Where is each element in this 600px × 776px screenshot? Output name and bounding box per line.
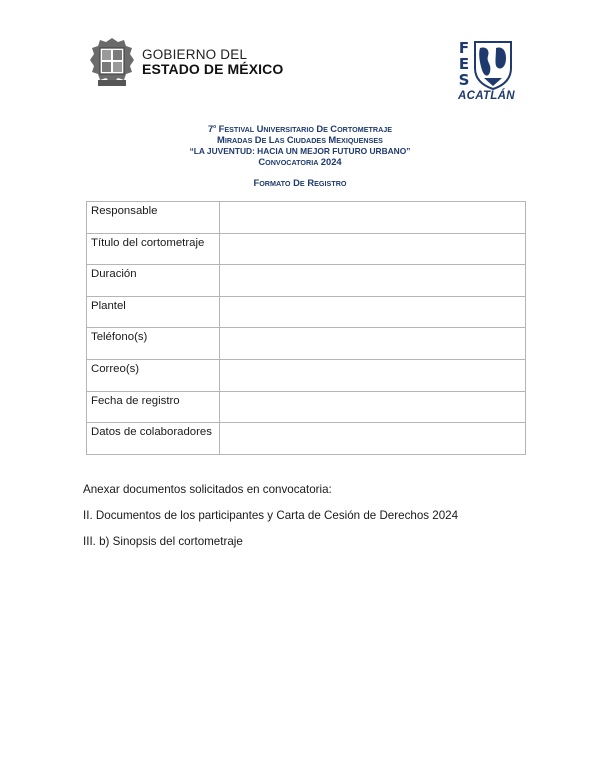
header-word: DE bbox=[316, 122, 328, 134]
gobierno-line1: GOBIERNO DEL bbox=[142, 46, 248, 62]
field-value-correo[interactable] bbox=[220, 359, 526, 391]
header-word: 2024 bbox=[320, 155, 342, 167]
acatlan-text: ACATLÁN bbox=[458, 90, 515, 102]
form-title-word: DE bbox=[293, 177, 305, 188]
header-word: LAS bbox=[268, 134, 285, 146]
field-label-duracion: Duración bbox=[87, 265, 220, 297]
table-row bbox=[87, 359, 526, 391]
fes-acatlan-logo bbox=[456, 40, 516, 106]
field-label-titulo: Título del cortometraje bbox=[87, 233, 220, 265]
fes-letters bbox=[456, 40, 472, 88]
unam-shield-icon bbox=[472, 40, 514, 90]
form-title-word: REGISTRO bbox=[307, 177, 347, 188]
gobierno-logo bbox=[88, 36, 283, 88]
note-annex-intro: Anexar documentos solicitados en convocatoria: bbox=[83, 483, 332, 496]
fes-letter-e: E bbox=[458, 55, 470, 73]
field-value-fecha[interactable] bbox=[220, 391, 526, 423]
form-title bbox=[0, 177, 600, 189]
state-seal-icon bbox=[88, 36, 136, 88]
header-line-convocatoria bbox=[0, 157, 600, 168]
attachments-notes bbox=[83, 483, 458, 561]
field-value-titulo[interactable] bbox=[220, 233, 526, 265]
header-word: CIUDADES bbox=[286, 134, 327, 146]
field-value-telefono[interactable] bbox=[220, 328, 526, 360]
header-line-miradas bbox=[0, 135, 600, 146]
header-word: CORTOMETRAJE bbox=[330, 122, 393, 134]
header-word: FESTIVAL bbox=[218, 122, 255, 134]
field-label-colaboradores: Datos de colaboradores bbox=[87, 423, 220, 455]
field-label-plantel: Plantel bbox=[87, 296, 220, 328]
field-value-duracion[interactable] bbox=[220, 265, 526, 297]
event-header bbox=[0, 122, 600, 168]
fes-letter-f: F bbox=[458, 39, 470, 57]
field-label-responsable: Responsable bbox=[87, 202, 220, 234]
note-documents: II. Documentos de los participantes y Carta de Cesión de Derechos 2024 bbox=[83, 509, 459, 522]
table-row bbox=[87, 328, 526, 360]
registration-table bbox=[86, 201, 526, 455]
table-row bbox=[87, 391, 526, 423]
header-word: DE bbox=[254, 134, 267, 146]
header-word: UNIVERSITARIO bbox=[256, 122, 314, 134]
gobierno-line2: ESTADO DE MÉXICO bbox=[142, 60, 284, 77]
table-row bbox=[87, 296, 526, 328]
field-label-fecha: Fecha de registro bbox=[87, 391, 220, 423]
field-value-responsable[interactable] bbox=[220, 202, 526, 234]
header-line-theme: “LA JUVENTUD: HACIA UN MEJOR FUTURO URBANO” bbox=[189, 146, 411, 157]
field-label-telefono: Teléfono(s) bbox=[87, 328, 220, 360]
header-word: MIRADAS bbox=[217, 134, 253, 146]
table-row bbox=[87, 265, 526, 297]
table-row bbox=[87, 233, 526, 265]
field-label-correo: Correo(s) bbox=[87, 359, 220, 391]
note-synopsis: III. b) Sinopsis del cortometraje bbox=[83, 535, 243, 548]
header-line-festival: 7$^o$ FESTIVAL UNIVERSITARIO DE CORTOMETRAJE bbox=[207, 122, 393, 134]
table-row bbox=[87, 202, 526, 234]
fes-letter-s: S bbox=[458, 71, 470, 89]
table-row bbox=[87, 423, 526, 455]
form-title-word: FORMATO bbox=[253, 177, 291, 188]
field-value-plantel[interactable] bbox=[220, 296, 526, 328]
header-word: CONVOCATORIA bbox=[258, 155, 319, 167]
header-word: MEXIQUENSES bbox=[328, 134, 383, 146]
field-value-colaboradores[interactable] bbox=[220, 423, 526, 455]
